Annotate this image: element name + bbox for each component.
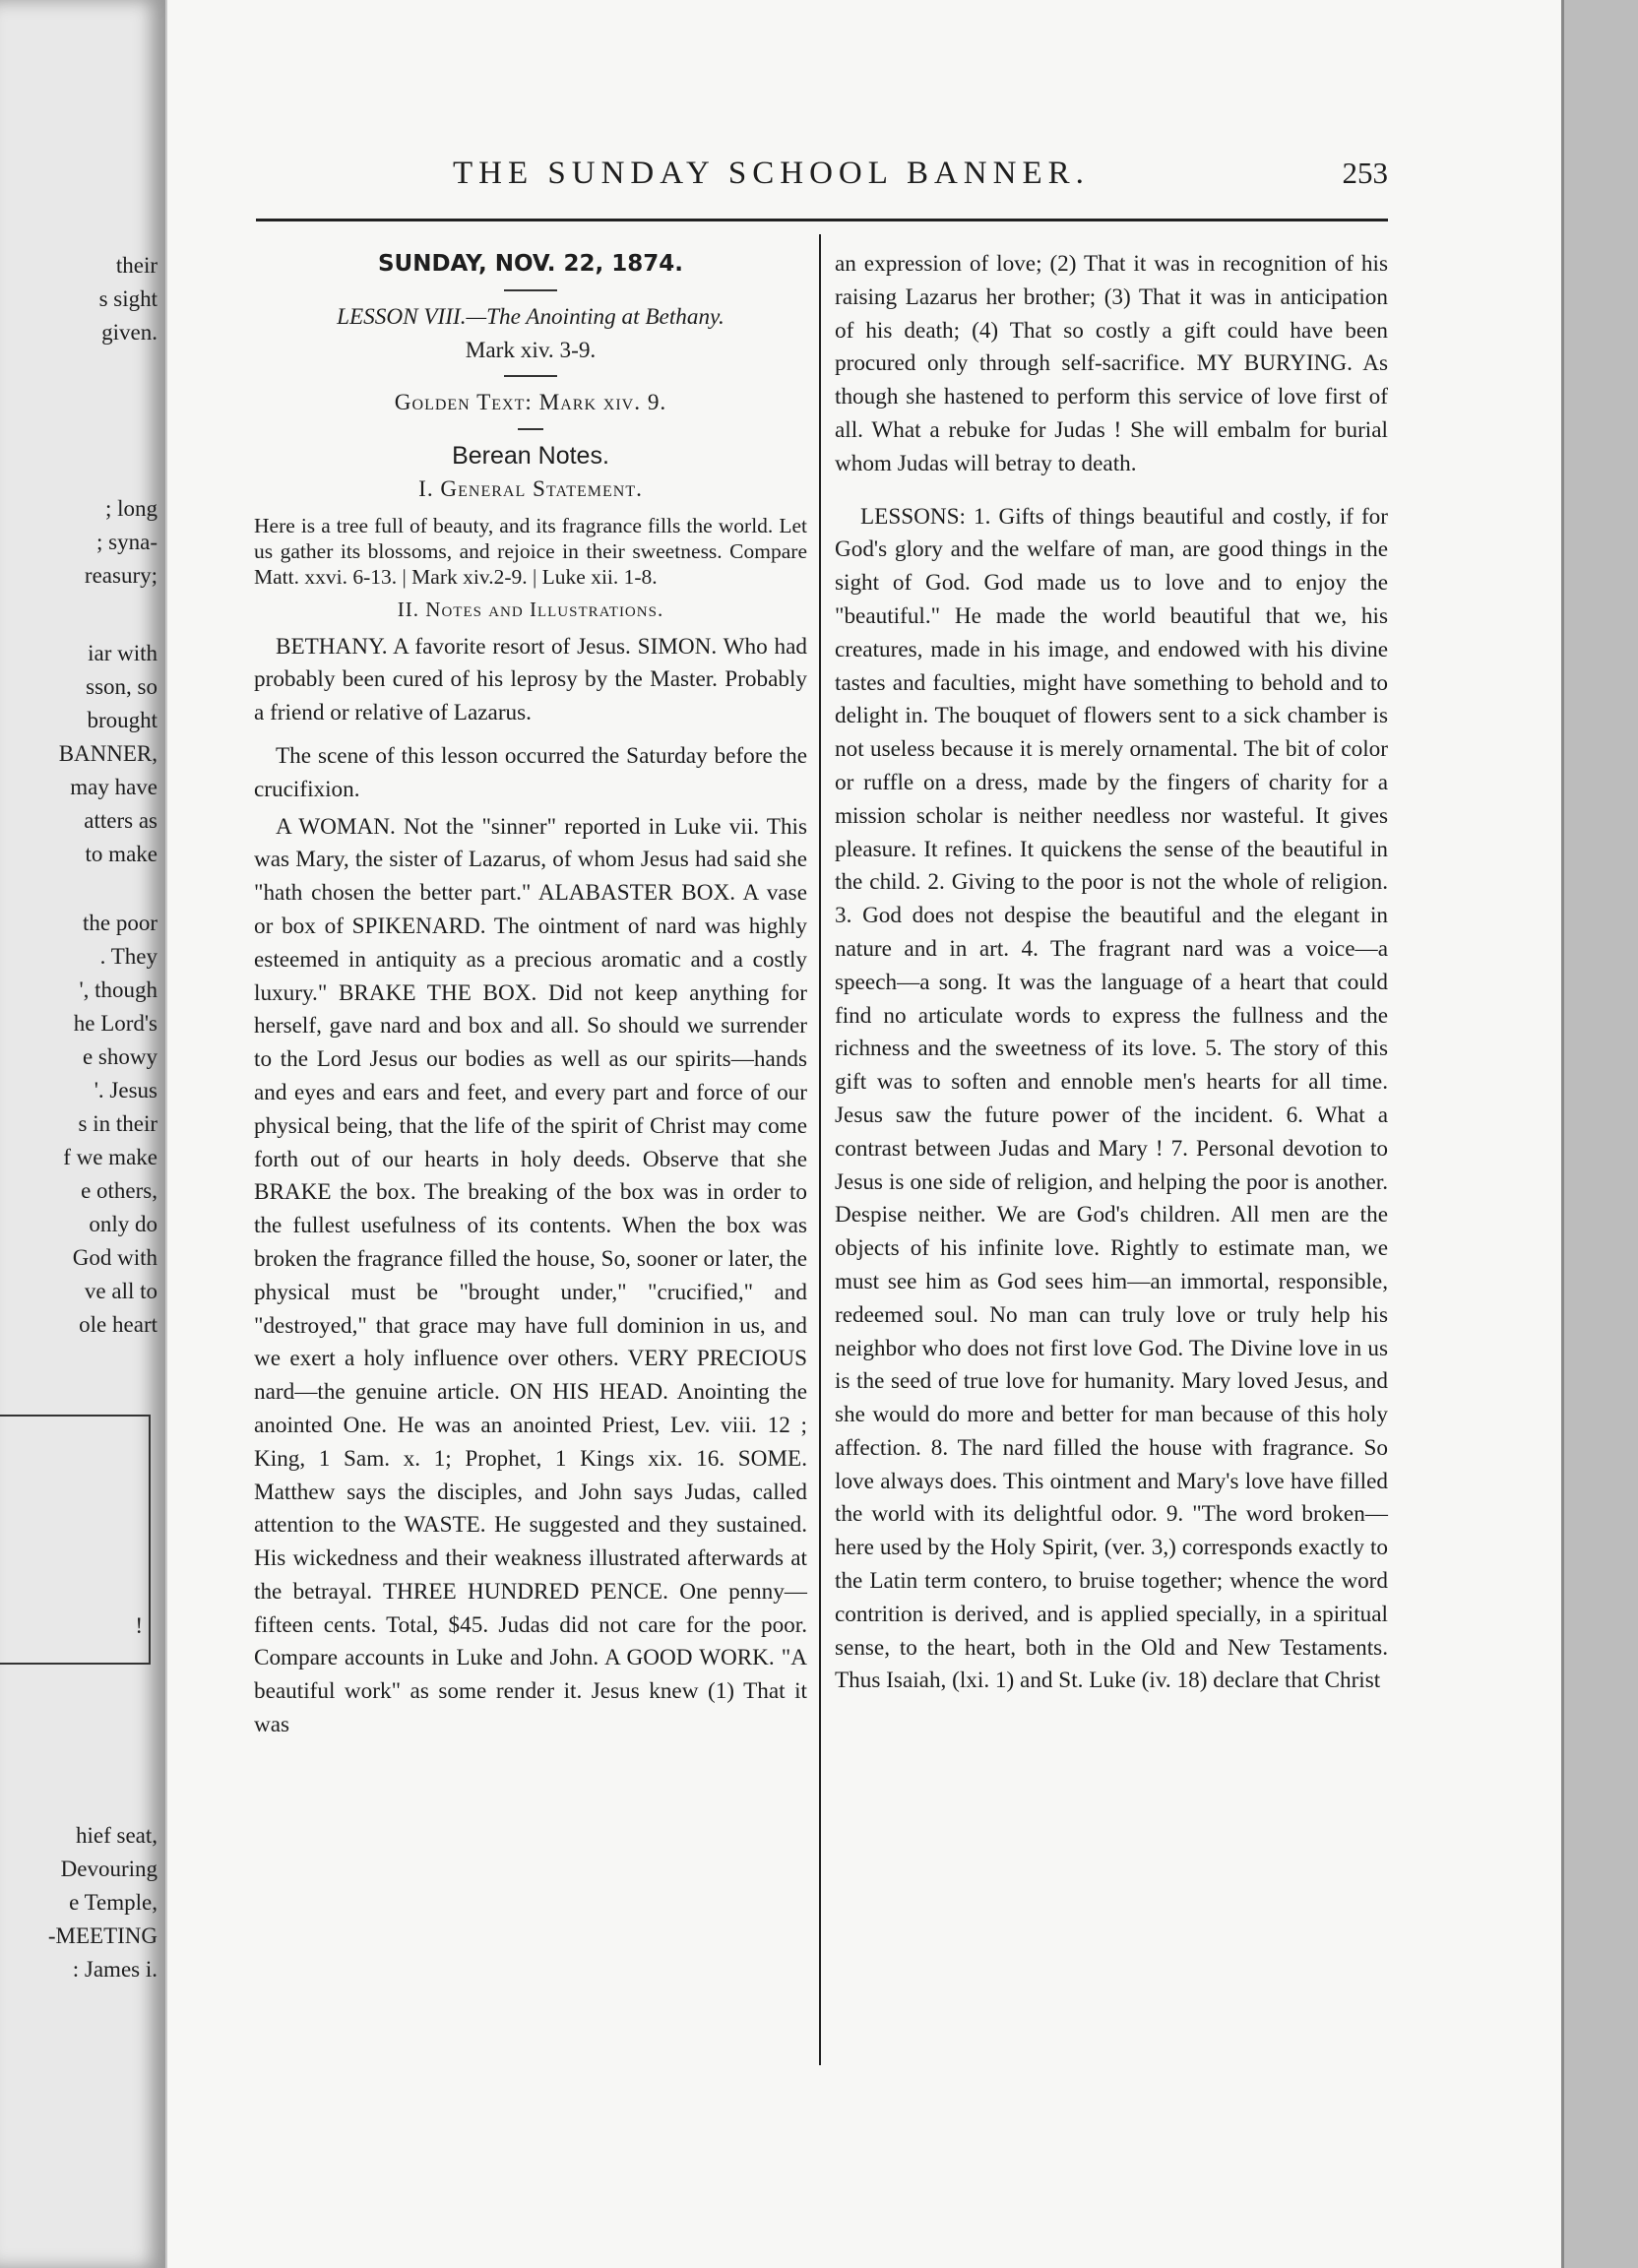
previous-page-line: s sight [98,286,158,311]
previous-page-line: ', though [79,977,158,1002]
journal-title: THE SUNDAY SCHOOL BANNER. [453,156,1090,191]
running-header [285,156,1388,205]
previous-page-line: BANNER, [58,741,158,766]
previous-page-line: ve all to [84,1279,158,1303]
divider [504,289,557,291]
previous-page-line: their [115,253,158,278]
previous-page-line: e showy [82,1044,158,1069]
previous-page-line: hief seat, [75,1823,158,1848]
general-statement: Here is a tree full of beauty, and its fragrance fills the world. Let us gather its blossoms, and rejoice in their sweetness. Compare Matt. xxvi. 6-13. | Mark xiv.2-9. | Luke xii. 1-8. [254,513,807,589]
previous-page-line: -MEETING [47,1923,158,1948]
previous-page-line: : James i. [72,1957,158,1982]
previous-page-line: brought [87,708,158,732]
previous-page-line: '. Jesus [94,1078,158,1102]
paragraph: LESSONS: 1. Gifts of things beautiful and costly, if for God's glory and the welfare of man, are good things in the sight of God. God made us to love and to enjoy the "beautiful." He made the world beautiful that we, his creatures, made in his image, and endowed with his divine tastes and faculties, might have something to behold and to delight in. The bouquet of flowers sent to a sick chamber is not useless because it is merely ornamental. The bit of color or ruffle on a dress, made by the fingers of charity for a mission scholar is neither needless nor wasteful. It gives pleasure. It refines. It quickens the sense of the beautiful in the child. 2. Giving to the poor is not the whole of religion. 3. God does not despise the beautiful and the elegant in nature and in art. 4. The fragrant nard was a voice—a speech—a song. It was the language of a heart that could find no articulate words to express the fullness and the richness and the sweetness of its love. 5. The story of this gift was to soften and ennoble men's hearts for all time. Jesus saw the future power of the incident. 6. What a contrast between Judas and Mary ! 7. Personal devotion to Jesus is one side of religion, and helping the poor is another. Despise neither. We are God's children. All men are the objects of his infinite love. Rightly to estimate man, we must see him as God sees him—an immortal, responsible, redeemed soul. No man can truly love or truly help his neighbor who does not first love God. The Divine love in us is the seed of true love for humanity. Mary loved Jesus, and she would do more and better for man because of this holy affection. 8. The nard filled the house with fragrance. So love always does. This ointment and Mary's love have filled the world with its delightful odor. 9. "The word broken—here used by the Holy Spirit, (ver. 3,) corresponds exactly to the Latin term contero, to bruise together; whence the word contrition is derived, and is applied specially, in a spiritual sense, to the heart, both in the Old and New Testaments. Thus Isaiah, (lxi. 1) and St. Luke (iv. 18) declare that Christ [835,503,1388,1694]
previous-page-line: ole heart [79,1312,158,1337]
lesson-title: LESSON VIII.—The Anointing at Bethany. [337,303,724,330]
previous-page-line: . They [99,944,158,969]
previous-page-line: atters as [84,808,158,833]
page-edge-right [1561,0,1638,2268]
previous-page-line: e Temple, [69,1890,158,1915]
previous-page-box-mark: ! [135,1613,143,1638]
paragraph: an expression of love; (2) That it was in recognition of his raising Lazarus her brother; (3) That it was in anticipation of his death; (4) That so costly a gift could have been procured only through self-sacrifice. MY BURYING. As though she hastened to perform this service of love first of all. What a rebuke for Judas ! She will embalm for burial whom Judas will betray to death. [835,251,1388,476]
previous-page-box [0,1415,151,1665]
previous-page-line: given. [101,320,158,345]
previous-page-line: Devouring [60,1857,158,1881]
previous-page-line: he Lord's [73,1011,158,1036]
spacer [835,481,1388,501]
divider [504,375,557,377]
paragraph: A WOMAN. Not the "sinner" reported in Luke vii. This was Mary, the sister of Lazarus, of whom Jesus had said she "hath chosen the better part." ALABASTER BOX. A vase or box of SPIKENARD. The ointment of nard was highly esteemed in antiquity as a precious aromatic and a costly luxury." BRAKE THE BOX. Did not keep anything for herself, gave nard and box and all. So should we surrender to the Lord Jesus our bodies as well as our spirits—hands and eyes and ears and feet, and every part and force of our physical being, that the life of the spirit of Christ may come forth out of our hearts in holy deeds. Observe that she BRAKE the box. The breaking of the box was in order to the fullest usefulness of its contents. When the box was broken the fragrance filled the house, So, sooner or later, the physical must be "brought under," "crucified," and "destroyed," that grace may have full dominion in us, and we exert a holy influence over others. VERY PRECIOUS nard—the genuine article. ON HIS HEAD. Anointing the anointed One. He was an anointed Priest, Lev. viii. 12 ; King, 1 Sam. x. 1; Prophet, 1 Kings xix. 16. SOME. Matthew says the disciples, and John says Judas, called attention to the WASTE. He suggested and they sustained. His wickedness and their weakness illustrated afterwards at the betrayal. THREE HUNDRED PENCE. One penny—fifteen cents. Total, $45. Judas did not care for the poor. Compare accounts in Luke and John. A GOOD WORK. "A beautiful work" as some render it. Jesus knew (1) That it was [254,813,807,1738]
golden-text: Golden Text: Mark xiv. 9. [394,390,667,416]
previous-page-line: s in their [78,1111,158,1136]
previous-page-line: iar with [88,641,158,665]
berean-notes-heading: Berean Notes. [452,442,609,471]
previous-page-line: to make [85,842,158,866]
column-divider [819,234,821,2065]
lesson-reference: Mark xiv. 3-9. [465,337,597,363]
previous-page-line: may have [70,775,158,799]
previous-page-line: reasury; [84,563,158,588]
paragraph: The scene of this lesson occurred the Saturday before the crucifixion. [254,742,807,802]
section-heading: I. General Statement. [418,475,643,502]
previous-page-line: e others, [81,1178,158,1203]
previous-page-line: God with [72,1245,158,1270]
divider [518,428,543,430]
section-heading: II. Notes and Illustrations. [397,597,664,621]
previous-page-line: only do [89,1212,158,1236]
right-column [835,248,1388,1698]
previous-page-line: ; long [104,496,158,521]
previous-page-line: f we make [63,1145,158,1169]
page-number: 253 [1342,156,1388,190]
previous-page-line: ; syna- [96,530,158,554]
lesson-date: SUNDAY, NOV. 22, 1874. [377,251,684,277]
left-column [254,248,807,1742]
previous-page-line: the poor [82,911,158,935]
paragraph: BETHANY. A favorite resort of Jesus. SIMON. Who had probably been cured of his leprosy by the Master. Probably a friend or relative of Lazarus. [254,633,807,726]
previous-page-edge [0,0,165,2268]
previous-page-line: sson, so [86,674,158,699]
header-rule [256,219,1388,221]
